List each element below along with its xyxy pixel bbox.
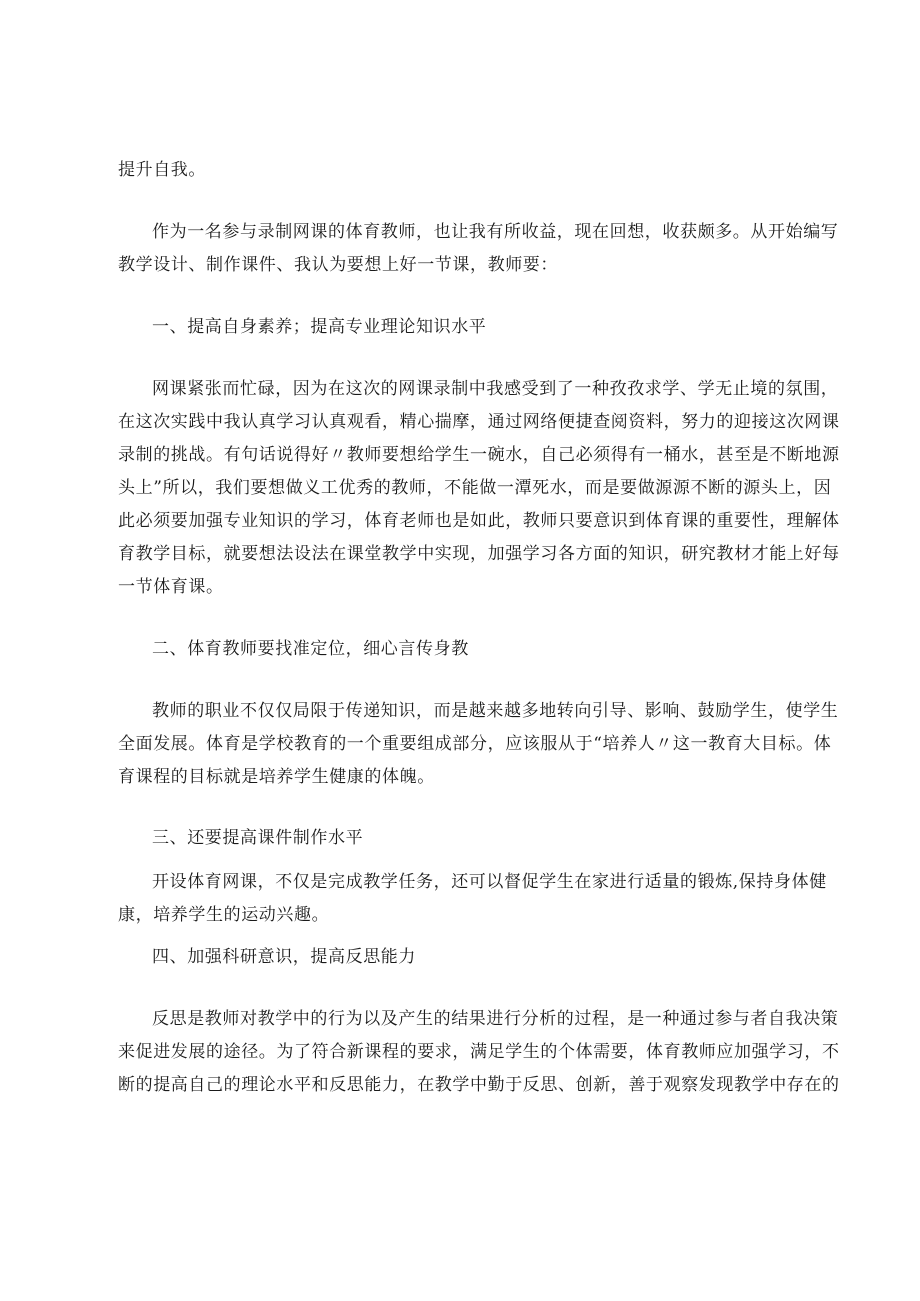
text-line: 全面发展。体育是学校教育的一个重要组成部分，应该服从于“培养人〃这一教育大目标。体	[118, 734, 832, 754]
text-line: 此必须要加强专业知识的学习，体育老师也是如此，教师只要意识到体育课的重要性，理解体	[118, 511, 840, 531]
section-heading: 一、提高自身素养；提高专业理论知识水平	[152, 317, 487, 337]
text-line: 育课程的目标就是培养学生健康的体魄。	[118, 767, 435, 787]
section-heading: 四、加强科研意识，提高反思能力	[152, 947, 416, 967]
text-line: 头上”所以，我们要想做义工优秀的教师，不能做一潭死水，而是要做源源不断的源头上，因	[118, 478, 832, 498]
text-line: 育教学目标，就要想法设法在课堂教学中实现，加强学习各方面的知识，研究教材才能上好每	[118, 544, 840, 564]
text-line: 在这次实践中我认真学习认真观看，精心揣摩，通过网络便捷查阅资料，努力的迎接这次网课	[118, 412, 840, 432]
text-line: 网课紧张而忙碌，因为在这次的网课录制中我感受到了一种孜孜求学、学无止境的氛围，	[152, 379, 839, 399]
section-heading: 三、还要提高课件制作水平	[152, 828, 364, 848]
text-line: 断的提高自己的理论水平和反思能力，在教学中勤于反思、创新，善于观察发现教学中存在的	[118, 1075, 840, 1095]
text-line: 康，培养学生的运动兴趣。	[118, 905, 330, 925]
text-line: 作为一名参与录制网课的体育教师，也让我有所收益，现在回想，收获颇多。从开始编写	[152, 222, 839, 242]
text-line: 开设体育网课，不仅是完成教学任务，还可以督促学生在家进行适量的锻炼,保持身体健	[152, 872, 827, 892]
text-line: 教师的职业不仅仅局限于传递知识，而是越来越多地转向引导、影响、鼓励学生，使学生	[152, 701, 839, 721]
text-line: 反思是教师对教学中的行为以及产生的结果进行分析的过程，是一种通过参与者自我决策	[152, 1009, 839, 1029]
text-line: 教学设计、制作课件、我认为要想上好一节课，教师要：	[118, 255, 558, 275]
section-heading: 二、体育教师要找准定位，细心言传身教	[152, 639, 469, 659]
text-line: 来促进发展的途径。为了符合新课程的要求，满足学生的个体需要，体育教师应加强学习，不	[118, 1042, 840, 1062]
text-line: 录制的挑战。有句话说得好〃教师要想给学生一碗水，自己必须得有一桶水，甚至是不断地源	[118, 445, 840, 465]
text-line: 一节体育课。	[118, 577, 224, 597]
text-line: 提升自我。	[118, 160, 206, 180]
